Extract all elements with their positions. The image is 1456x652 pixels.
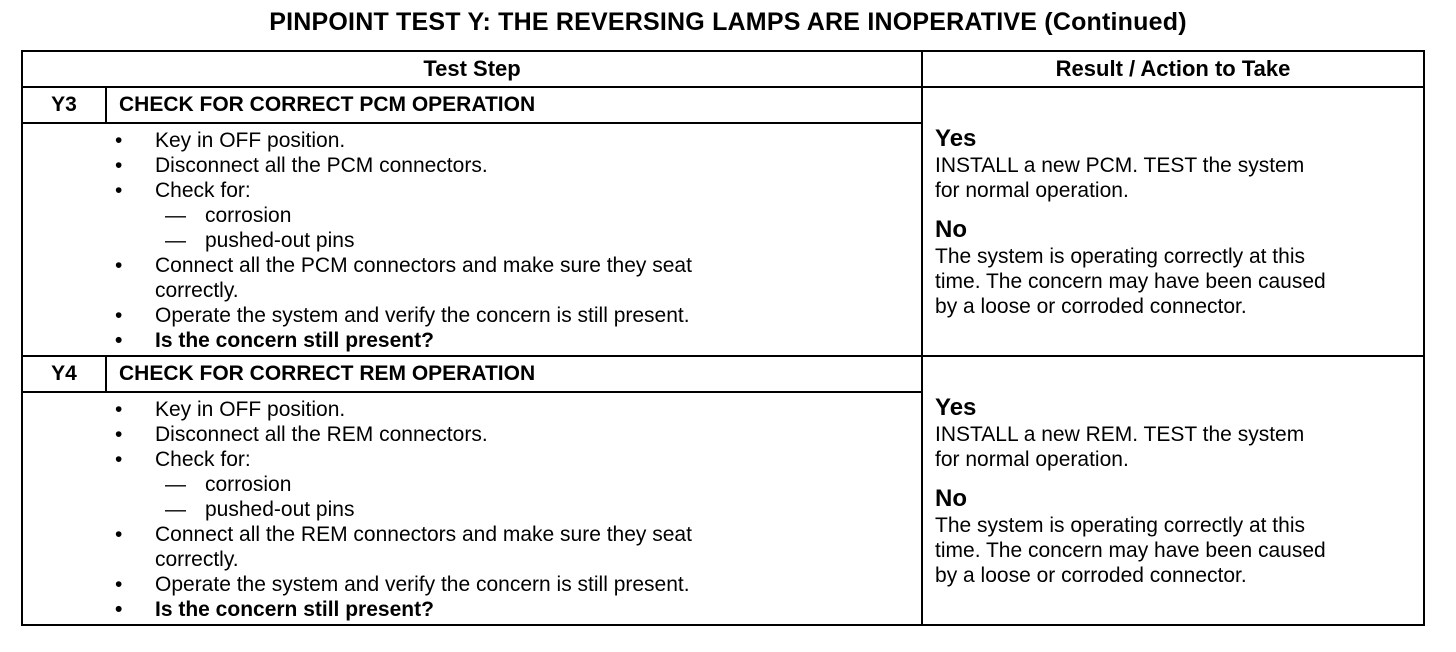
step-instructions xyxy=(22,123,922,356)
bullet-icon: • xyxy=(115,398,123,421)
list-item: • Key in OFF position. xyxy=(115,398,346,421)
dash-icon: — xyxy=(165,229,186,252)
step-result-cell xyxy=(922,87,1424,356)
step-id: Y4 xyxy=(22,356,106,392)
bullet-icon: • xyxy=(115,423,123,446)
bullet-icon: • xyxy=(115,598,123,621)
column-header-result: Result / Action to Take xyxy=(922,51,1424,87)
list-item-question: • Is the concern still present? xyxy=(115,598,434,621)
yes-action-line: INSTALL a new REM. TEST the system xyxy=(935,422,1305,446)
list-item: — corrosion xyxy=(165,473,292,496)
dash-icon: — xyxy=(165,473,186,496)
list-item: • Check for: xyxy=(115,179,251,202)
bullet-icon: • xyxy=(115,448,123,471)
list-item: — pushed-out pins xyxy=(165,229,355,252)
list-item: — corrosion xyxy=(165,204,292,227)
no-action-line: by a loose or corroded connector. xyxy=(935,563,1247,587)
yes-label: Yes xyxy=(935,124,977,152)
no-action-line: The system is operating correctly at this xyxy=(935,244,1305,268)
no-action-line: time. The concern may have been caused xyxy=(935,538,1326,562)
list-item: • Operate the system and verify the concern is still present. xyxy=(115,573,690,596)
list-item: • Connect all the PCM connectors and make sure they seat correctly. xyxy=(115,254,692,302)
table-header-row xyxy=(22,51,1424,87)
step-heading: CHECK FOR CORRECT REM OPERATION xyxy=(106,356,922,392)
no-label: No xyxy=(935,484,968,512)
list-item: • Key in OFF position. xyxy=(115,129,346,152)
column-header-test-step: Test Step xyxy=(22,51,922,87)
list-item: • Disconnect all the PCM connectors. xyxy=(115,154,488,177)
bullet-icon: • xyxy=(115,179,123,202)
dash-icon: — xyxy=(165,498,186,521)
list-item: • Disconnect all the REM connectors. xyxy=(115,423,488,446)
bullet-icon: • xyxy=(115,154,123,177)
instruction-list xyxy=(23,522,921,622)
step-result-cell xyxy=(922,356,1424,625)
bullet-icon: • xyxy=(115,129,123,152)
yes-action-line: for normal operation. xyxy=(935,178,1129,202)
step-header-row xyxy=(22,87,1424,123)
bullet-icon: • xyxy=(115,523,123,546)
bullet-icon: • xyxy=(115,329,123,352)
yes-action-line: INSTALL a new PCM. TEST the system xyxy=(935,153,1305,177)
step-instructions xyxy=(22,392,922,625)
list-item-question: • Is the concern still present? xyxy=(115,329,434,352)
instruction-list xyxy=(23,397,921,472)
list-item: • Connect all the REM connectors and make sure they seat correctly. xyxy=(115,523,692,571)
pinpoint-test-table xyxy=(21,50,1425,626)
bullet-icon: • xyxy=(115,254,123,277)
step-id: Y3 xyxy=(22,87,106,123)
check-sublist xyxy=(23,203,921,253)
instruction-list xyxy=(23,253,921,353)
no-action-line: The system is operating correctly at this xyxy=(935,513,1305,537)
no-label: No xyxy=(935,215,968,243)
check-sublist xyxy=(23,472,921,522)
list-item: • Operate the system and verify the concern is still present. xyxy=(115,304,690,327)
bullet-icon: • xyxy=(115,573,123,596)
page-title: PINPOINT TEST Y: THE REVERSING LAMPS ARE INOPERATIVE (Continued) xyxy=(269,8,1187,36)
no-action-line: time. The concern may have been caused xyxy=(935,269,1326,293)
yes-action-line: for normal operation. xyxy=(935,447,1129,471)
bullet-icon: • xyxy=(115,304,123,327)
step-header-row xyxy=(22,356,1424,392)
step-heading: CHECK FOR CORRECT PCM OPERATION xyxy=(106,87,922,123)
list-item: — pushed-out pins xyxy=(165,498,355,521)
list-item: • Check for: xyxy=(115,448,251,471)
yes-label: Yes xyxy=(935,393,977,421)
dash-icon: — xyxy=(165,204,186,227)
instruction-list xyxy=(23,128,921,203)
no-action-line: by a loose or corroded connector. xyxy=(935,294,1247,318)
